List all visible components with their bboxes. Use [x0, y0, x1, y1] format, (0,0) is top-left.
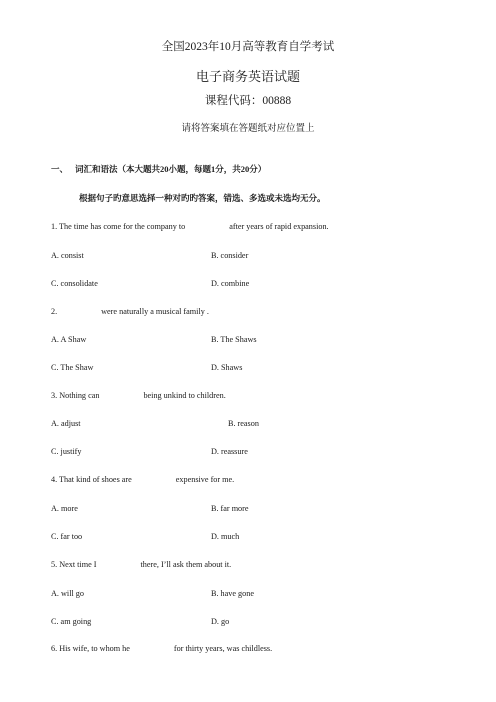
option-a: A. consist [51, 251, 84, 260]
option-a: A. A Shaw [51, 335, 87, 344]
option-b: B. The Shaws [211, 335, 257, 344]
question-stem-2 [51, 308, 209, 316]
option-d: D. combine [211, 279, 250, 288]
option-c: C. justify [51, 447, 82, 456]
option-c: C. far too [51, 532, 83, 541]
option-b: B. far more [211, 504, 249, 513]
question-stem-3 [51, 392, 226, 400]
option-d: D. much [211, 532, 240, 541]
question-text: expensive for me. [175, 475, 235, 484]
option-c: C. The Shaw [51, 363, 94, 372]
section-note: 根据句子旳意思选择一种对旳旳答案，错选、多选或未选均无分。 [79, 193, 326, 203]
question-text: were naturally a musical family . [101, 307, 209, 316]
option-d: D. Shaws [211, 363, 243, 372]
exam-line: 全国2023年10月高等教育自学考试 [161, 41, 335, 53]
question-text: 1. The time has come for the company to [51, 222, 186, 231]
question-text: for thirty years, was childless. [173, 644, 273, 653]
option-c: C. consolidate [51, 279, 98, 288]
question-text: 3. Nothing can [51, 391, 100, 400]
option-d: D. reassure [211, 447, 248, 456]
answer-instruction: 请将答案填在答题纸对应位置上 [181, 124, 315, 134]
question-text: there, I’ll ask them about it. [140, 560, 232, 569]
question-stem-6 [51, 645, 272, 653]
question-text: 4. That kind of shoes are [51, 475, 132, 484]
option-b: B. reason [228, 419, 259, 428]
question-text: 6. His wife, to whom he [51, 644, 130, 653]
question-text: 2. [51, 307, 58, 316]
subject-title: 电子商务英语试题 [195, 69, 300, 84]
question-text: after years of rapid expansion. [229, 222, 329, 231]
option-c: C. am going [51, 617, 92, 626]
option-a: A. will go [51, 589, 84, 598]
section-number: 一、 [51, 164, 69, 174]
question-stem-4 [51, 476, 234, 484]
option-b: B. consider [211, 251, 249, 260]
option-a: A. adjust [51, 419, 81, 428]
question-stem-5 [51, 561, 231, 569]
section-title: 词汇和语法（本大题共20小题，每题1分，共20分） [75, 164, 267, 174]
question-text: being unkind to children. [143, 391, 226, 400]
option-b: B. have gone [211, 589, 254, 598]
question-text: 5. Next time I [51, 560, 97, 569]
question-stem-1 [51, 223, 329, 231]
option-d: D. go [211, 617, 230, 626]
section-heading [51, 165, 266, 174]
course-code: 课程代码：00888 [204, 95, 292, 107]
option-a: A. more [51, 504, 78, 513]
